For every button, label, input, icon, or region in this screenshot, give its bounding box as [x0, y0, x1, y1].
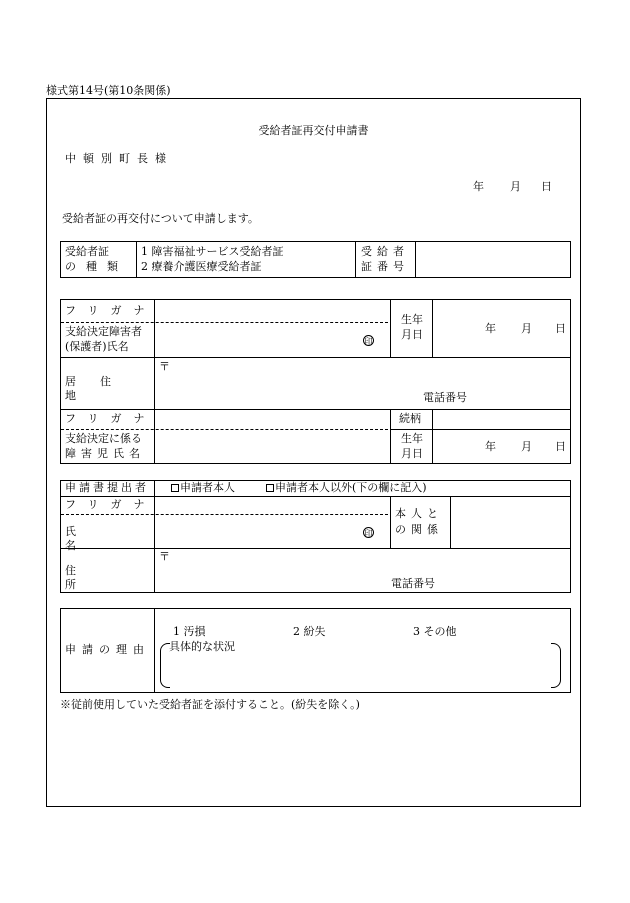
- submitter-label: 申請書提出者: [65, 481, 149, 494]
- seal-icon: 印: [364, 337, 373, 346]
- applicant-address-label: 居住地: [65, 375, 135, 402]
- certificate-type-label: 受給者証: [65, 245, 109, 258]
- submitter-address-field[interactable]: [157, 564, 567, 578]
- submitter-relation-label-2: の関係: [395, 523, 443, 536]
- checkbox-icon[interactable]: [266, 484, 274, 492]
- applicant-name-label-2: (保護者)氏名: [65, 340, 129, 353]
- certificate-number-label: 受給者: [361, 245, 409, 258]
- applicant-address-field[interactable]: [157, 375, 567, 391]
- postal-mark: 〒: [159, 360, 170, 373]
- applicant-furigana-label: フリガナ: [65, 304, 157, 317]
- reason-option-1[interactable]: 1 汚損: [173, 625, 206, 638]
- applicant-phone-label: 電話番号: [423, 391, 467, 404]
- child-name-field[interactable]: [157, 432, 387, 460]
- child-birth-label-2: 月日: [401, 447, 423, 460]
- certificate-number-field[interactable]: [419, 244, 567, 275]
- reason-label: 申請の理由: [65, 643, 150, 656]
- child-birth-label: 生年: [401, 432, 423, 445]
- applicant-birth-day[interactable]: 日: [555, 322, 566, 335]
- child-birth-year[interactable]: 年: [485, 440, 496, 453]
- applicant-birth-label-2: 月日: [401, 328, 423, 341]
- certificate-table: [60, 241, 571, 278]
- checkbox-icon[interactable]: [171, 484, 179, 492]
- certificate-option-1[interactable]: 1 障害福祉サービス受給者証: [141, 245, 284, 258]
- reason-detail-field[interactable]: [171, 656, 546, 684]
- submitter-furigana-label: フリガナ: [65, 498, 157, 511]
- child-birth-month[interactable]: 月: [521, 440, 532, 453]
- child-furigana-label: フリガナ: [65, 412, 157, 425]
- applicant-name-label: 支給決定障害者: [65, 325, 142, 338]
- reason-detail-label: 具体的な状況: [169, 640, 235, 653]
- applicant-birth-label: 生年: [401, 313, 423, 326]
- applicant-table: [60, 299, 571, 464]
- applicant-name-field[interactable]: [157, 325, 367, 354]
- intro-text: 受給者証の再交付について申請します。: [62, 212, 259, 225]
- child-relation-label: 続柄: [399, 412, 421, 425]
- date-year: 年: [473, 180, 484, 193]
- postal-mark: 〒: [159, 550, 170, 563]
- submitter-option-other[interactable]: 申請者本人以外(下の欄に記入): [266, 481, 427, 495]
- applicant-furigana-field[interactable]: [157, 302, 387, 320]
- child-birth-day[interactable]: 日: [555, 440, 566, 453]
- submitter-option-self[interactable]: 申請者本人: [171, 481, 235, 495]
- right-bracket-icon: [551, 643, 561, 688]
- date-day: 日: [541, 180, 552, 193]
- reason-option-2[interactable]: 2 紛失: [293, 625, 326, 638]
- addressee: 中頓別町長様: [65, 152, 173, 165]
- submitter-relation-field[interactable]: [454, 499, 566, 545]
- submitter-name-label: 氏名: [65, 525, 138, 552]
- seal-icon: 印: [364, 529, 373, 538]
- submitter-name-field[interactable]: [157, 518, 357, 544]
- child-relation-field[interactable]: [436, 411, 566, 427]
- certificate-number-label-2: 証番号: [361, 260, 409, 273]
- submitter-relation-label: 本人と: [395, 507, 443, 520]
- reason-option-3[interactable]: 3 その他: [413, 625, 457, 638]
- applicant-birth-month[interactable]: 月: [521, 322, 532, 335]
- certificate-type-label-2: の種類: [65, 260, 128, 273]
- child-furigana-field[interactable]: [157, 411, 387, 427]
- date-month: 月: [510, 180, 521, 193]
- child-name-label-2: 障害児氏名: [65, 447, 145, 460]
- submitter-phone-label: 電話番号: [391, 577, 435, 590]
- footnote: ※従前使用していた受給者証を添付すること。(紛失を除く。): [60, 698, 360, 711]
- submitter-table: [60, 480, 571, 593]
- submitter-address-label: 住所: [65, 564, 138, 591]
- reason-table: [60, 608, 571, 693]
- submitter-furigana-field[interactable]: [157, 498, 387, 512]
- applicant-birth-year[interactable]: 年: [485, 322, 496, 335]
- certificate-option-2[interactable]: 2 療養介護医療受給者証: [141, 260, 262, 273]
- form-title: 受給者証再交付申請書: [258, 124, 369, 137]
- form-number: 様式第14号(第10条関係): [46, 84, 171, 97]
- child-name-label: 支給決定に係る: [65, 432, 142, 445]
